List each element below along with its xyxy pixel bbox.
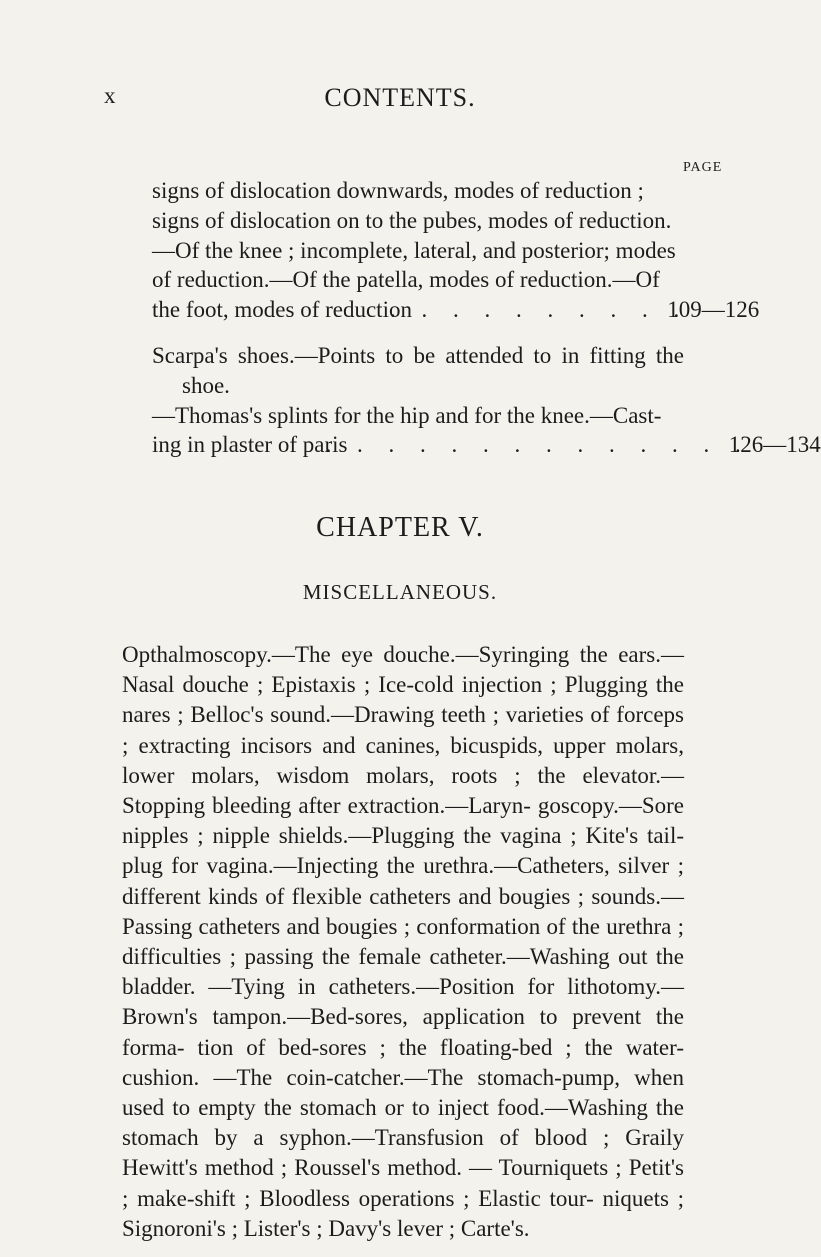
entry-line: —Of the knee ; incomplete, lateral, and posterior; modes (152, 237, 676, 263)
dot-leader: . . . . . . . . . . . . . . (325, 432, 751, 458)
page-number: x (104, 83, 116, 108)
page-range: 126—134 (728, 432, 821, 458)
entry-line: of reduction.—Of the patella, modes of reduction.—Of (152, 267, 660, 293)
entry-text (152, 341, 821, 460)
entry-line: ing in plaster of paris (152, 432, 348, 458)
page-range: 109—126 (667, 297, 760, 323)
page-column-label: PAGE (683, 160, 723, 175)
dot-leader: . . . . . . . . . . (389, 297, 690, 323)
entry-line: signs of dislocation downwards, modes of reduction ; (152, 178, 644, 203)
section-title: MISCELLANEOUS. (302, 580, 498, 604)
running-head: CONTENTS. (324, 83, 476, 112)
entry-line: the foot, modes of reduction (152, 297, 412, 323)
chapter-contents-paragraph: Opthalmoscopy.—The eye douche.—Syringing the ears.— Nasal douche ; Epistaxis ; Ice-cold injection ; Plugging the nares ; Belloc's sound.—Drawing teeth ; varieties of forceps ; extracting incisors and canines, bicuspids, upper molars, lower molars, wisdom molars, roots ; the elevator.—Stopping bleeding after extraction.—Laryn- goscopy.—Sore nipples ; nipple shields.—Plugging the vagina ; Kite's tail-plug for vagina.—Injecting the urethra.—Catheters, silver ; different kinds of flexible catheters and bougies ; sounds.—Passing catheters and bougies ; conformation of the urethra ; difficulties ; passing the female catheter.—Washing out the bladder. —Tying in catheters.—Position for lithotomy.—Brown's tampon.—Bed-sores, application to prevent the forma- tion of bed-sores ; the floating-bed ; the water-cushion. —The coin-catcher.—The stomach-pump, when used to empty the stomach or to inject food.—Washing the stomach by a syphon.—Transfusion of blood ; Graily Hewitt's method ; Roussel's method. — Tourniquets ; Petit's ; make-shift ; Bloodless operations ; Elastic tour- niquets ; Signoroni's ; Lister's ; Davy's lever ; Carte's. (122, 642, 684, 1241)
entry-text (152, 176, 760, 325)
entry-leader-line (152, 295, 760, 325)
entry-line: signs of dislocation on to the pubes, modes of reduction. (152, 207, 672, 233)
chapter-title: CHAPTER V. (316, 512, 484, 543)
entry-line: Scarpa's shoes.—Points to be attended to in fitting the shoe. (152, 343, 684, 398)
entry-leader-line (152, 430, 821, 460)
entry-line: —Thomas's splints for the hip and for the knee.—Cast- (152, 402, 662, 428)
contents-entry (152, 341, 821, 460)
contents-entry (152, 176, 760, 325)
